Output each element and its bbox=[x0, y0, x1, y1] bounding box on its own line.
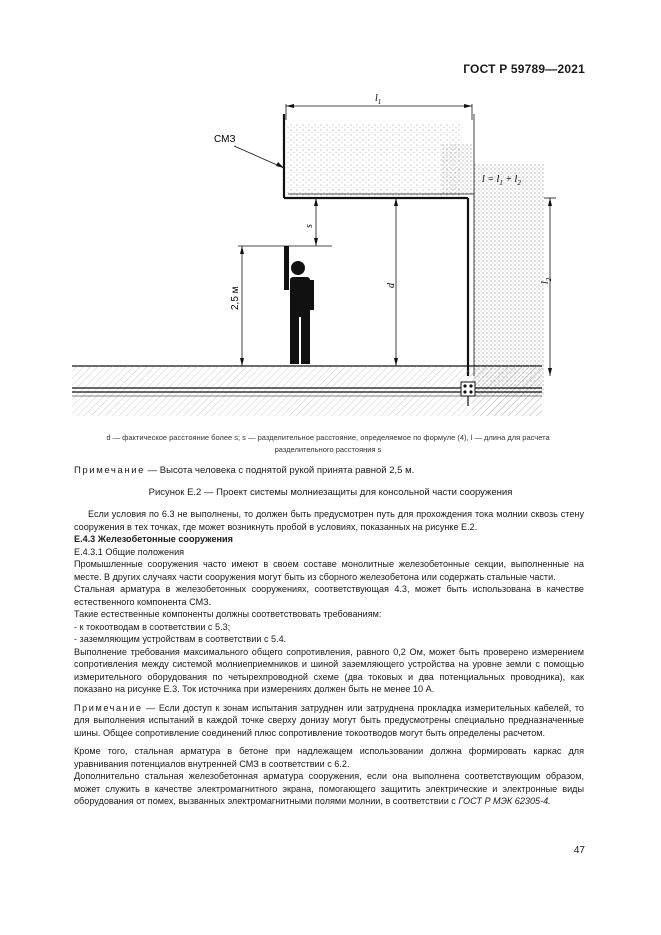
subsection-heading: Е.4.3.1 Общие положения bbox=[74, 546, 185, 557]
paragraph: Если условия по 6.3 не выполнены, то должен быть предусмотрен путь для прохождения тока молнии сквозь стену сооружения в тех точках, где может возникнуть пробой в условиях, показанных на рисунке Е.2. bbox=[74, 509, 584, 532]
label-l1: $l_1$ bbox=[375, 93, 382, 106]
paragraph: Дополнительно стальная железобетонная арматура сооружения, если она выполнена соответствующим образом, может служить в качестве электромагнитного экрана, помогающего защитить электрические и электронные виды оборудования от помех, вызванных электромагнитными полями молнии, в соответствии с ГОСТ Р МЭК 62305-4. bbox=[74, 771, 584, 806]
label-l-formula: $l = l_1 + l_2$ bbox=[482, 174, 521, 187]
section-heading: Е.4.3 Железобетонные сооружения bbox=[74, 534, 233, 544]
figure-e2 bbox=[62, 84, 602, 424]
building-wall bbox=[474, 164, 544, 396]
standard-reference-link[interactable]: ГОСТ Р МЭК 62305-4. bbox=[458, 796, 551, 806]
main-text bbox=[74, 508, 584, 808]
paragraph: Такие естественные компоненты должны соответствовать требованиям: bbox=[74, 609, 382, 619]
figure-legend bbox=[48, 432, 608, 456]
note-text: — Высота человека с поднятой рукой принята равной 2,5 м. bbox=[145, 465, 415, 476]
person-icon bbox=[284, 246, 314, 364]
figure-legend-line2: разделительного расстояния s bbox=[274, 445, 382, 454]
figure-legend-line1: d — фактическое расстояние более s; s — разделительное расстояние, определяемое по формуле (4), l — длина для расчета bbox=[106, 433, 550, 442]
label-d: d bbox=[386, 283, 397, 288]
paragraph: Выполнение требования максимального общего сопротивления, равного 0,2 Ом, может быть проверено измерением сопротивления между системой молниеприемников и шиной заземляющего устройства на уровне земли с помощью измерительного оборудования по четырехпроводной схеме (два токовых и два потенциальных проводника), как показано на рисунке Е.3. Ток источника при измерениях должен быть не менее 10 А. bbox=[74, 646, 584, 694]
note-label: Примечание bbox=[74, 465, 145, 476]
note-text: — Если доступ к зонам испытания затруднен или затруднена прокладка измерительных кабелей, то для выполнения испытаний в каждой точке сверху донизу могут быть предусмотрены специально предназначенные шины. Общее сопротивление соединений плюс сопротивление токоотводов могут быть определены расчетом. bbox=[74, 702, 584, 738]
list-item: - заземляющим устройствам в соответствии с 5.4. bbox=[74, 634, 287, 644]
note-label: Примечание bbox=[74, 702, 143, 713]
figure-note bbox=[74, 465, 414, 476]
paragraph: Кроме того, стальная арматура в бетоне при надлежащем использовании должна формировать каркас для уравнивания потенциалов внутренней СМЗ в соответствии с 6.2. bbox=[74, 746, 584, 769]
paragraph: Стальная арматура в железобетонных сооружениях, соответствующая 4.3, может быть использована в качестве естественного компонента СМЗ. bbox=[74, 584, 584, 607]
lightning-protection-diagram bbox=[62, 84, 602, 424]
paragraph: Промышленные сооружения часто имеют в своем составе монолитные железобетонные секции, выполненные на месте. В других случаях части сооружения могут быть из сборного железобетона или содержать стальные части. bbox=[74, 559, 584, 582]
page-number: 47 bbox=[573, 845, 585, 856]
cantilever-slab bbox=[286, 124, 462, 196]
list-item: - к токоотводам в соответствии с 5.3; bbox=[74, 621, 231, 632]
label-l2: $l_2$ bbox=[540, 277, 553, 284]
label-s: s bbox=[304, 224, 315, 228]
note bbox=[74, 702, 584, 740]
standard-number: ГОСТ Р 59789—2021 bbox=[463, 62, 585, 76]
label-smz: СМЗ bbox=[214, 134, 236, 145]
label-height: 2,5 м bbox=[230, 286, 241, 310]
figure-title: Рисунок Е.2 — Проект системы молниезащиты для консольной части сооружения bbox=[148, 487, 513, 498]
